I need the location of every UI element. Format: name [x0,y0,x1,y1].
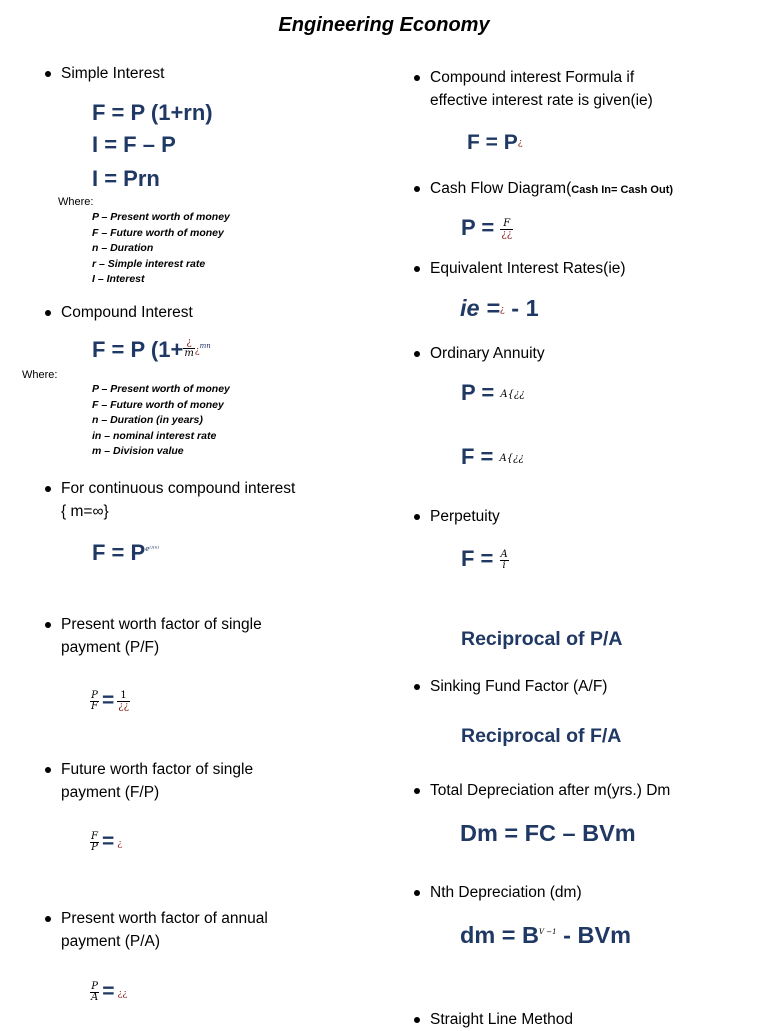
reciprocal-pa: Reciprocal of P/A [461,628,623,650]
definition: r – Simple interest rate [92,257,206,270]
compound-eff-formula-text: F = P [467,131,518,154]
perpetuity-label: Perpetuity [430,508,500,525]
sinking-fund-label: Sinking Fund Factor (A/F) [430,678,608,695]
cash-flow-label-small: Cash In= Cash Out) [571,184,674,196]
glyph-placeholder: ¿ [517,138,523,148]
cash-flow-label [430,177,673,202]
page-title: Engineering Economy [278,14,490,36]
definition: I – Interest [92,273,145,285]
equiv-rates-formula [460,295,539,322]
equiv-rates-label: Equivalent Interest Rates(ie) [430,260,626,277]
fraction-denominator: F [91,700,98,712]
pw-single-label [61,613,262,659]
equiv-formula-b: - 1 [511,295,539,321]
nth-dep-formula [460,922,631,949]
bullet [45,767,51,773]
glyph-placeholder: ¿¿ [117,989,128,1000]
lhs-fraction [90,982,99,1003]
bullet [414,514,420,520]
fraction-numerator: P [91,980,98,992]
annuity-f-rhs: A{¿¿ [499,453,524,464]
continuous-label-line2: { m=∞} [61,503,109,520]
fw-single-formula [90,830,122,854]
glyph-placeholder: ¿ [194,346,200,356]
perpetuity-formula [461,546,509,572]
fw-single-label-line1: Future worth factor of single [61,761,254,778]
fraction-denominator: i [502,559,506,571]
bullet [45,310,51,316]
compound-fraction [183,338,194,359]
rhs-fraction [500,219,513,240]
fraction-denominator: ¿¿ [118,700,129,712]
definition: n – Duration [92,242,154,254]
simple-interest-formula-2: I = F – P [92,132,176,157]
continuous-label [61,477,295,523]
bullet [414,186,420,192]
cash-flow-label-text: Cash Flow Diagram( [430,180,572,197]
pw-single-label-line2: payment (P/F) [61,639,160,656]
straight-line-label: Straight Line Method [430,1011,574,1028]
cash-flow-formula [461,215,513,241]
total-dep-label: Total Depreciation after m(yrs.) Dm [430,782,671,799]
simple-interest-label: Simple Interest [61,65,165,82]
fw-single-label-line2: payment (F/P) [61,784,160,801]
bullet [45,486,51,492]
annuity-f-text: F = [461,444,494,469]
simple-interest-where: Where: [58,196,94,208]
exponent: mn [199,342,211,350]
equiv-formula-a: ie = [460,295,500,321]
fraction-denominator: m [184,348,194,359]
definition: P – Present worth of money [92,383,230,395]
bullet [414,75,420,81]
definition: F – Future worth of money [92,226,224,239]
cash-flow-formula-text: P = [461,215,495,240]
bullet [414,788,420,794]
fraction-denominator: A [91,991,99,1003]
compound-interest-where: Where: [22,369,58,381]
fraction-numerator: 1 [117,691,130,702]
fw-single-label [61,758,253,804]
fraction-numerator: F [91,830,98,842]
continuous-formula [92,540,159,566]
definition: n – Duration (in years) [92,414,203,426]
continuous-formula-text: F = P [92,540,146,565]
lhs-fraction [90,832,99,853]
bullet [414,684,420,690]
bullet [45,622,51,628]
compound-formula-text: F = P (1+ [92,337,184,362]
lhs-fraction [90,691,99,712]
rhs-fraction [500,550,509,571]
equals-sign: = [102,980,115,1003]
annuity-p-rhs: A{¿¿ [500,389,525,400]
definition: F – Future worth of money [92,398,224,411]
compound-eff-label-line1: Compound interest Formula if [430,69,635,86]
fraction-numerator: ¿ [183,338,194,349]
pw-single-label-line1: Present worth factor of single [61,616,262,633]
nth-dep-b: - BVm [563,922,632,948]
equals-sign: = [101,830,115,853]
compound-interest-label: Compound Interest [61,304,193,321]
bullet [414,351,420,357]
equals-sign: = [101,689,115,712]
glyph-placeholder: ¿ [117,839,123,850]
fraction-numerator: P [91,689,98,701]
ordinary-annuity-label: Ordinary Annuity [430,345,545,362]
simple-interest-definitions [92,210,230,288]
fraction-numerator: F [500,219,513,230]
pw-annual-formula [90,980,127,1004]
fraction-denominator: ¿¿ [501,228,513,240]
pw-annual-label-line2: payment (P/A) [61,933,161,950]
simple-interest-formula-3: I = Prn [92,166,160,191]
bullet [45,71,51,77]
perpetuity-text: F = [461,546,494,571]
pw-annual-label [61,907,268,953]
exponent: e⁽⁾⁽ⁿ⁾ [145,545,160,553]
compound-eff-label-line2: effective interest rate is given(ie) [430,92,653,109]
glyph-placeholder: ¿ [499,305,505,315]
pw-annual-label-line1: Present worth factor of annual [61,910,268,927]
compound-eff-label [430,66,653,112]
exponent: V −1 [539,928,557,936]
continuous-label-line1: For continuous compound interest [61,480,296,497]
reciprocal-fa: Reciprocal of F/A [461,725,622,747]
bullet [414,890,420,896]
compound-interest-definitions [92,382,230,460]
annuity-p-text: P = [461,380,495,405]
annuity-p-formula [461,380,525,406]
compound-eff-formula [467,131,523,155]
definition: P – Present worth of money [92,211,230,223]
annuity-f-formula [461,444,524,470]
fraction-numerator: A [500,548,508,560]
bullet [414,1017,420,1023]
pw-single-formula [90,689,130,713]
bullet [45,916,51,922]
definition: m – Division value [92,445,184,457]
nth-dep-a: dm = B [460,922,540,948]
rhs-fraction [117,691,130,712]
fraction-denominator: P [91,841,98,853]
bullet [414,266,420,272]
definition: in – nominal interest rate [92,429,217,442]
nth-dep-label: Nth Depreciation (dm) [430,884,582,901]
simple-interest-formula-1: F = P (1+rn) [92,100,213,125]
compound-interest-formula [92,337,211,363]
total-dep-formula: Dm = FC – BVm [460,820,636,846]
